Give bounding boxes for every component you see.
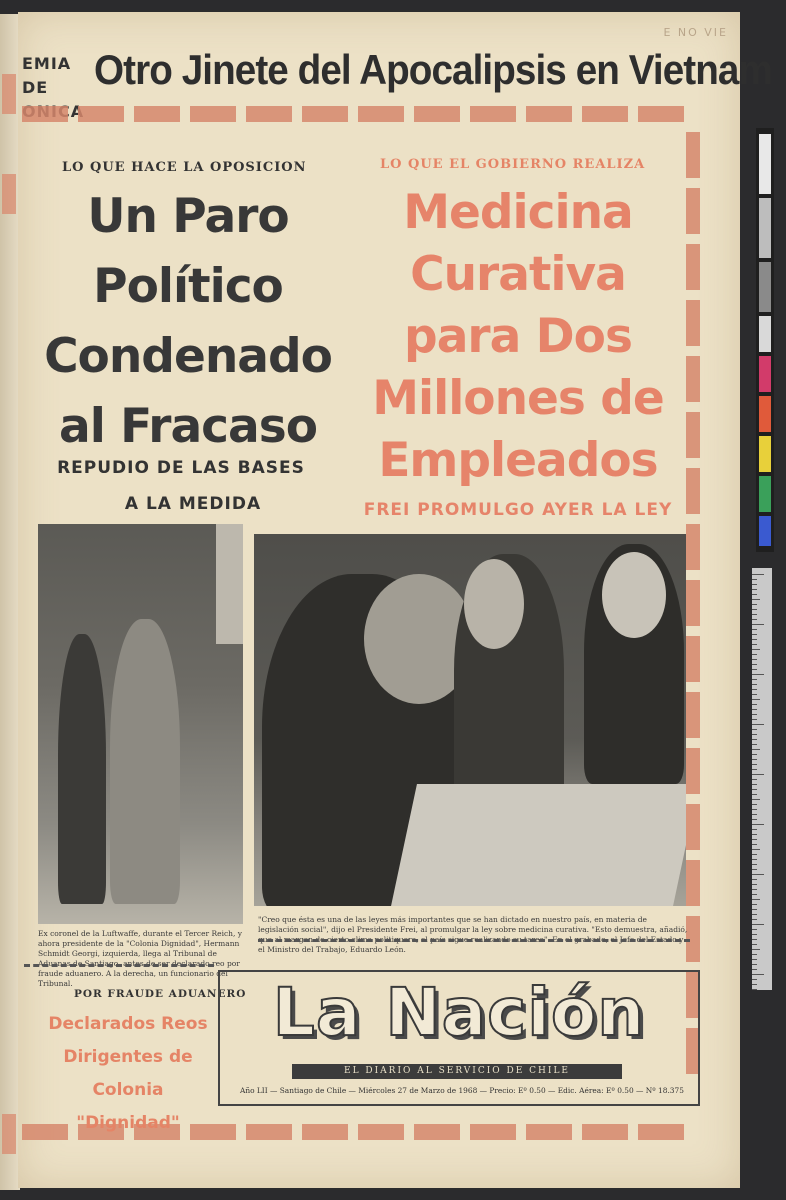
adjacent-page-edge [0,14,20,1190]
fraud-headline [38,1008,218,1140]
ruler-tick [752,804,757,805]
newspaper-page [18,12,772,1188]
ruler-tick [752,959,757,960]
ruler-tick [752,779,757,780]
ruler-tick [752,589,757,590]
opposition-headline [38,182,338,462]
ruler-tick [752,764,757,765]
ruler-tick [752,754,757,755]
ruler-tick [752,664,757,665]
opposition-subhead-2: A LA MEDIDA [124,494,262,514]
ruler-tick [752,704,757,705]
ruler-tick [752,934,757,935]
government-headline-line: Medicina [403,185,633,240]
newspaper-tagline: EL DIARIO AL SERVICIO DE CHILE [292,1064,622,1079]
ruler-tick [752,774,764,775]
ruler-tick [752,954,757,955]
ruler-tick [752,669,757,670]
ruler-tick [752,784,757,785]
ruler-tick [752,694,757,695]
ruler-tick [752,854,757,855]
scan-ruler [752,568,772,990]
ruler-tick [752,714,757,715]
ruler-tick [752,939,757,940]
ruler-tick [752,709,757,710]
opposition-headline-line: Un Paro [87,189,289,244]
top-headline: Otro Jinete del Apocalipsis en Vietnam [94,46,772,93]
ruler-tick [752,599,760,600]
ruler-tick [752,929,757,930]
opposition-headline-line: Político [93,259,283,314]
government-headline-line: Empleados [378,433,658,488]
ruler-tick [752,979,757,980]
opposition-headline-line: al Fracaso [58,399,318,454]
ruler-tick [752,689,757,690]
government-kicker: LO QUE EL GOBIERNO REALIZA [380,157,646,172]
ruler-tick [752,759,757,760]
fraud-headline-line: Declarados Reos [48,1014,208,1034]
fraud-headline-line: Dirigentes de [63,1047,193,1067]
ruler-tick [752,729,757,730]
ruler-tick [752,629,757,630]
ruler-tick [752,849,760,850]
ruler-tick [752,679,757,680]
government-headline-line: Curativa [410,247,626,302]
ruler-tick [752,814,757,815]
ruler-tick [752,659,757,660]
government-headline-line: Millones de [372,371,664,426]
ruler-tick [752,834,757,835]
ruler-tick [752,819,757,820]
ruler-tick [752,974,764,975]
ruler-tick [752,699,760,700]
photo-main-caption: "Creo que ésta es una de las leyes más importantes que se han dictado en nuestro país, en materia de legislación social", dijo el Presidente Frei, al promulgar la ley sobre medicina curativa. "Esto demuestra, añadió, que al margen de cierto clima politiquero, el país sigue realizando su tarea". En el grabado, el Jefe del Estado y el Ministro del Trabajo, Eduardo León. [258,915,688,954]
ruler-tick [752,584,757,585]
fraud-headline-line: Colonia "Dignidad" [76,1080,180,1133]
ruler-tick [752,619,757,620]
border-top [22,106,684,122]
edition-info: Año LII — Santiago de Chile — Miércoles 27 de Marzo de 1968 — Precio: Eº 0.50 — Edic. Aérea: Eº 0.50 — Nº 18.375 [240,1086,684,1095]
masthead-fragment-line-1: EMIA DE [22,54,72,97]
ruler-tick [752,734,757,735]
ruler-tick [752,874,764,875]
ruler-tick [752,864,757,865]
ruler-tick [752,884,757,885]
ruler-tick [752,919,757,920]
ruler-tick [752,914,757,915]
opposition-kicker: LO QUE HACE LA OPOSICION [62,160,307,175]
ruler-tick [752,949,760,950]
ruler-tick [752,964,757,965]
government-subhead: FREI PROMULGO AYER LA LEY [363,500,673,520]
newspaper-name: La Nación [272,974,646,1051]
ruler-tick [752,904,757,905]
ruler-tick [752,654,757,655]
ruler-tick [752,984,757,985]
ruler-tick [752,869,757,870]
ruler-tick [752,894,757,895]
ruler-tick [752,889,757,890]
ruler-tick [752,724,764,725]
ruler-tick [752,989,757,990]
ruler-tick [752,594,757,595]
opposition-subhead-1: REPUDIO DE LAS BASES [57,458,305,478]
photo-men-at-tribunal [38,524,243,924]
ruler-tick [752,749,760,750]
ruler-tick [752,924,764,925]
ruler-tick [752,634,757,635]
ruler-tick [752,969,757,970]
ruler-tick [752,789,757,790]
ruler-tick [752,574,764,575]
ruler-tick [752,639,757,640]
ruler-tick [752,879,757,880]
ruler-tick [752,684,757,685]
photo-frei-signing-law [254,534,686,906]
ruler-tick [752,604,757,605]
government-headline-line: para Dos [404,309,632,364]
photo-left-caption: Ex coronel de la Luftwaffe, durante el Tercer Reich, y ahora presidente de la "Colonia Dignidad", Hermann Schmidt Georgi, izquierda, llega al Tribunal de Aduanas de Santiago, antes de ser declarado reo por fraude aduanero. A la derecha, un funcionario del Tribunal. [38,929,243,988]
opposition-headline-line: Condenado [44,329,332,384]
nameplate [218,970,700,1106]
fraud-kicker: POR FRAUDE ADUANERO [74,988,247,1000]
ruler-tick [752,744,757,745]
ruler-tick [752,719,757,720]
ruler-tick [752,769,757,770]
ruler-tick [752,859,757,860]
ruler-tick [752,624,764,625]
ruler-tick [752,844,757,845]
ruler-tick [752,909,757,910]
ruler-tick [752,644,757,645]
ruler-tick [752,899,760,900]
ruler-tick [752,614,757,615]
ruler-tick [752,579,757,580]
ruler-tick [752,809,757,810]
ruler-tick [752,839,757,840]
ruler-tick [752,799,760,800]
ruler-tick [752,794,757,795]
ruler-tick [752,829,757,830]
ruler-tick [752,824,764,825]
border-right [686,132,700,1074]
ruler-tick [752,944,757,945]
scan-color-bar [756,128,774,552]
divider [258,939,690,942]
ruler-tick [752,649,760,650]
ruler-tick [752,609,757,610]
ruler-tick [752,674,764,675]
bleed-through-text: E NO VIE [663,26,728,39]
divider [24,964,214,967]
ruler-tick [752,739,757,740]
government-headline [358,182,678,492]
